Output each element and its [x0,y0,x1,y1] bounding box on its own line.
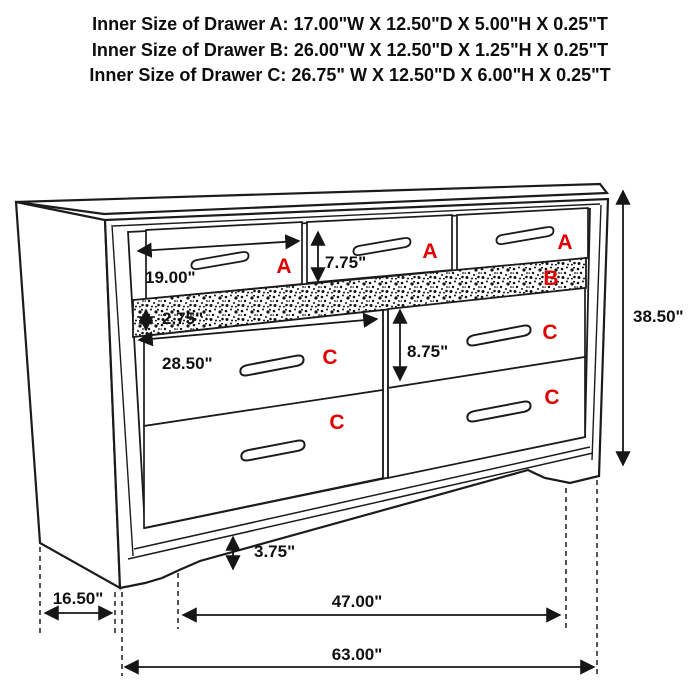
label-band-b: B [543,267,559,290]
label-drawer-c-bottom-right: C [544,386,560,409]
dim-overall-height [623,191,684,465]
svg-text:3.75": 3.75" [254,542,296,561]
label-drawer-c-top-right: C [542,321,558,344]
label-drawer-c-bottom-left: C [329,411,345,434]
dim-side-depth [45,589,112,613]
dim-feet-span [183,592,560,615]
svg-text:2.75": 2.75" [162,309,204,328]
label-drawer-c-top-left: C [322,346,338,369]
svg-text:63.00": 63.00" [331,645,383,664]
label-drawer-a-left: A [276,255,292,278]
svg-text:47.00": 47.00" [331,592,383,611]
inner-size-line-c: Inner Size of Drawer C: 26.75" W X 12.50"D X 6.00"H X 0.25"T [89,65,611,85]
inner-size-line-b: Inner Size of Drawer B: 26.00"W X 12.50"D X 1.25"H X 0.25"T [91,39,609,60]
inner-size-line-a: Inner Size of Drawer A: 17.00"W X 12.50"D X 5.00"H X 0.25"T [92,14,608,34]
label-drawer-a-right: A [557,231,573,254]
dim-overall-width [125,645,594,667]
svg-text:19.00": 19.00" [145,268,196,287]
cabinet-side-panel [16,202,120,588]
svg-text:16.50": 16.50" [52,589,104,608]
svg-text:28.50": 28.50" [162,354,213,373]
label-drawer-a-middle: A [422,240,438,263]
svg-text:7.75": 7.75" [325,253,367,272]
svg-text:38.50": 38.50" [633,307,684,326]
svg-text:8.75": 8.75" [407,342,449,361]
